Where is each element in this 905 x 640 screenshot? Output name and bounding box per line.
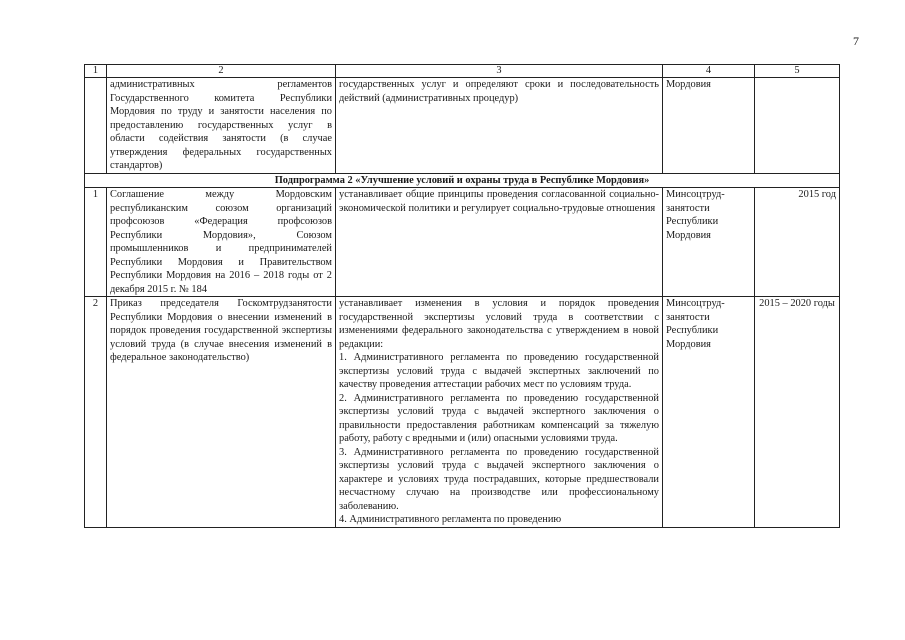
- content-cell: государственных услуг и определяют сроки и последовательность действий (административных процедур): [336, 78, 663, 174]
- document-title-cell: административных регламентов Государственного комитета Республики Мордовия по труду и занятости населения по предоставлению государственных услуг в области содействия занятости (в случае утверждения федеральных государственных стандартов): [107, 78, 336, 174]
- page-number: 7: [853, 34, 859, 48]
- header-cell-5: 5: [755, 65, 840, 78]
- document-table: [84, 64, 840, 528]
- content-cell: [336, 188, 663, 297]
- table-row: [85, 188, 840, 297]
- document-title-cell: Соглашение между Мордовским республиканским союзом организаций профсоюзов «Федерация профсоюзов Республики Мордовия», Союзом промышленников и предпринимателей Республики Мордовия и Правительством Республики Мордовия на 2016 – 2018 годы от 2 декабря 2015 г. № 184: [107, 188, 336, 297]
- row-number-cell: 2: [85, 297, 107, 528]
- subprogram-title: Подпрограмма 2 «Улучшение условий и охраны труда в Республике Мордовия»: [85, 173, 840, 188]
- content-paragraph: 4. Административного регламента по проведению: [339, 514, 562, 525]
- header-cell-1: 1: [85, 65, 107, 78]
- period-cell: [755, 78, 840, 174]
- header-cell-2: 2: [107, 65, 336, 78]
- subprogram-row: [85, 173, 840, 188]
- content-paragraph: 2. Административного регламента по проведению государственной экспертизы условий труда с выдачей экспертного заключения о правильности предоставления работникам компенсаций за тяжелую работу, работу с вредными и (или) опасными условиями труда.: [339, 392, 659, 444]
- responsible-cell: Мордовия: [663, 78, 755, 174]
- row-number-cell: 1: [85, 188, 107, 297]
- content-paragraph: 3. Административного регламента по проведению государственной экспертизы условий труда с выдачей экспертного заключения о характере и условиях труда пострадавших, которые предшествовали несчастному случаю на производстве или профессиональному заболеванию.: [339, 446, 659, 512]
- table-header-row: [85, 65, 840, 78]
- content-paragraph: устанавливает изменения в условия и порядок проведения государственной экспертизы условий труда в соответствии с изменениями федерального законодательства с утверждением в новой редакции:: [339, 298, 659, 350]
- responsible-cell: Минсоцтруд-занятости Республики Мордовия: [663, 188, 755, 297]
- header-cell-3: 3: [336, 65, 663, 78]
- responsible-cell: Минсоцтруд-занятости Республики Мордовия: [663, 297, 755, 528]
- period-cell: 2015 – 2020 годы: [755, 297, 840, 528]
- header-cell-4: 4: [663, 65, 755, 78]
- document-title-cell: Приказ председателя Госкомтрудзанятости Республики Мордовия о внесении изменений в порядок проведения государственной экспертизы условий труда (в случае внесения изменений в федеральное законодательство): [107, 297, 336, 528]
- content-cell: [336, 297, 663, 528]
- content-paragraph: устанавливает общие принципы проведения согласованной социально-экономической политики и регулирует социально-трудовые отношения: [339, 189, 659, 214]
- row-number-cell: [85, 78, 107, 174]
- period-cell: 2015 год: [755, 188, 840, 297]
- content-paragraph: 1. Административного регламента по проведению государственной экспертизы условий труда с выдачей экспертных заключений по качеству проведения аттестации рабочих мест по условиям труда.: [339, 352, 659, 390]
- table-row: [85, 297, 840, 528]
- table-row-continued: [85, 78, 840, 174]
